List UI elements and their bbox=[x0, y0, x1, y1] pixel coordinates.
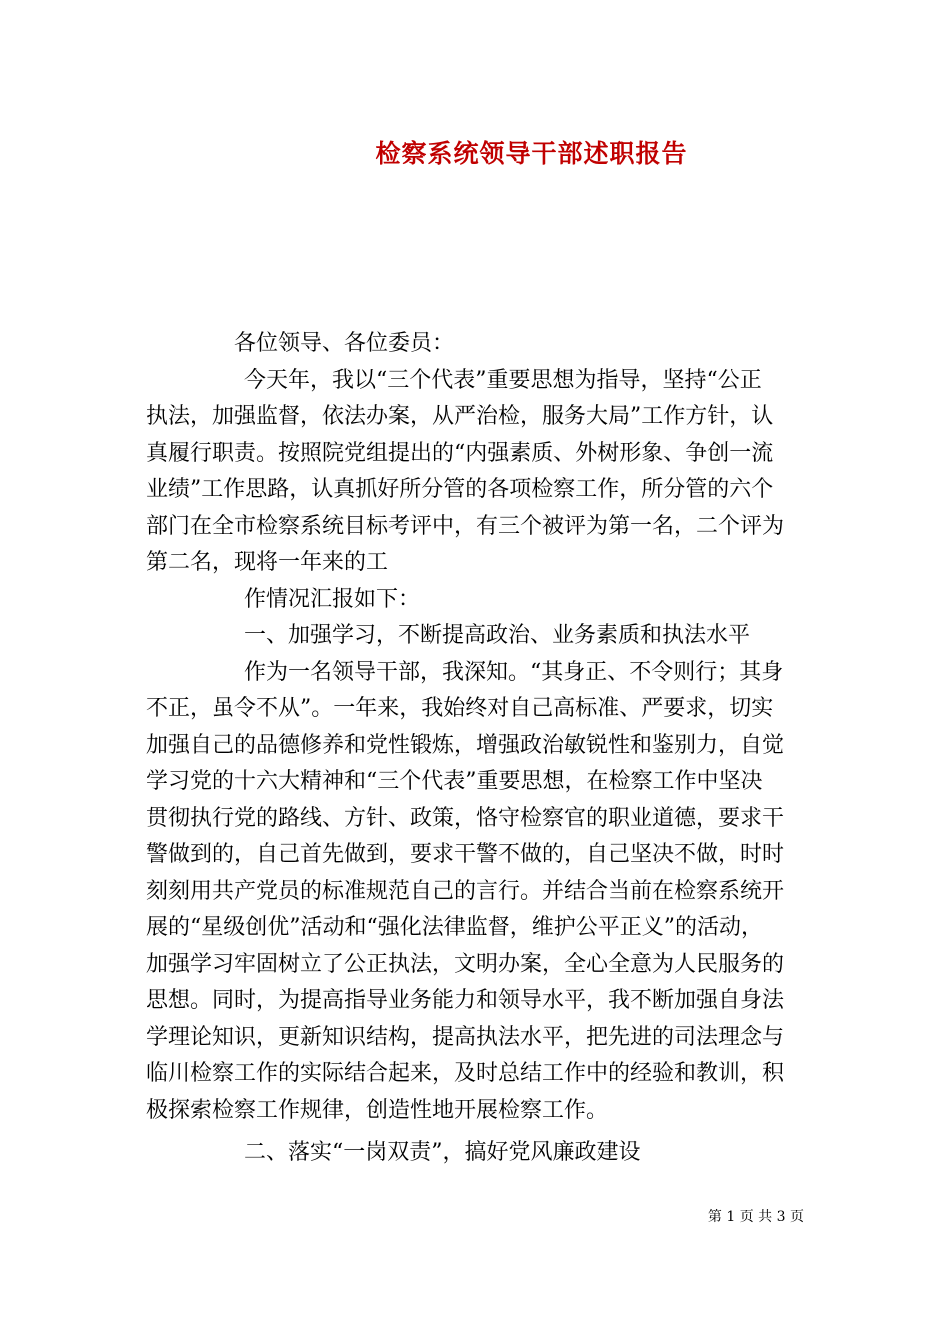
paragraph-line: 部门在全市检察系统目标考评中，有三个被评为第一名，二个评为 bbox=[146, 513, 785, 539]
salutation: 各位领导、各位委员： bbox=[234, 331, 455, 356]
section-heading: 一、加强学习，不断提高政治、业务素质和执法水平 bbox=[244, 623, 751, 648]
paragraph-line: 学习党的十六大精神和“三个代表”重要思想，在检察工作中坚决 bbox=[146, 769, 763, 794]
paragraph-line: 警做到的，自己首先做到，要求干警不做的，自己坚决不做，时时 bbox=[146, 842, 785, 867]
section-heading: 二、落实“一岗双责”，搞好党风廉政建设 bbox=[244, 1140, 641, 1165]
paragraph-line: 作情况汇报如下： bbox=[244, 586, 421, 612]
paragraph-line: 真履行职责。按照院党组提出的“内强素质、外树形象、争创一流 bbox=[146, 440, 774, 466]
paragraph-line: 展的“星级创优”活动和“强化法律监督，维护公平正义”的活动， bbox=[146, 915, 763, 940]
paragraph-line: 思想。同时，为提高指导业务能力和领导水平，我不断加强自身法 bbox=[146, 988, 785, 1013]
paragraph-line: 临川检察工作的实际结合起来，及时总结工作中的经验和教训，积 bbox=[146, 1061, 785, 1086]
paragraph-line: 执法，加强监督，依法办案，从严治检，服务大局”工作方针，认 bbox=[146, 404, 774, 429]
paragraph-line: 贯彻执行党的路线、方针、政策，恪守检察官的职业道德，要求干 bbox=[146, 805, 785, 831]
document-body bbox=[146, 326, 806, 1172]
paragraph-line: 不正，虽令不从”。一年来，我始终对自己高标准、严要求，切实 bbox=[146, 696, 774, 721]
paragraph-line: 学理论知识，更新知识结构，提高执法水平，把先进的司法理念与 bbox=[146, 1024, 785, 1050]
page-number: 第 1 页 共 3 页 bbox=[707, 1209, 804, 1225]
paragraph-line: 今天年，我以“三个代表”重要思想为指导，坚持“公正 bbox=[244, 367, 762, 393]
document-title: 检察系统领导干部述职报告 bbox=[375, 139, 688, 168]
paragraph-line: 加强学习牢固树立了公正执法，文明办案，全心全意为人民服务的 bbox=[146, 951, 785, 977]
paragraph-line: 业绩”工作思路，认真抓好所分管的各项检察工作，所分管的六个 bbox=[146, 477, 774, 502]
paragraph-line: 作为一名领导干部，我深知。“其身正、不令则行；其身 bbox=[244, 659, 784, 685]
paragraph-line: 第二名，现将一年来的工 bbox=[146, 550, 389, 575]
paragraph-line: 加强自己的品德修养和党性锻炼，增强政治敏锐性和鉴别力，自觉 bbox=[146, 732, 785, 758]
paragraph-line: 极探索检察工作规律，创造性地开展检察工作。 bbox=[146, 1097, 609, 1123]
paragraph-line: 刻刻用共产党员的标准规范自己的言行。并结合当前在检察系统开 bbox=[146, 878, 785, 904]
